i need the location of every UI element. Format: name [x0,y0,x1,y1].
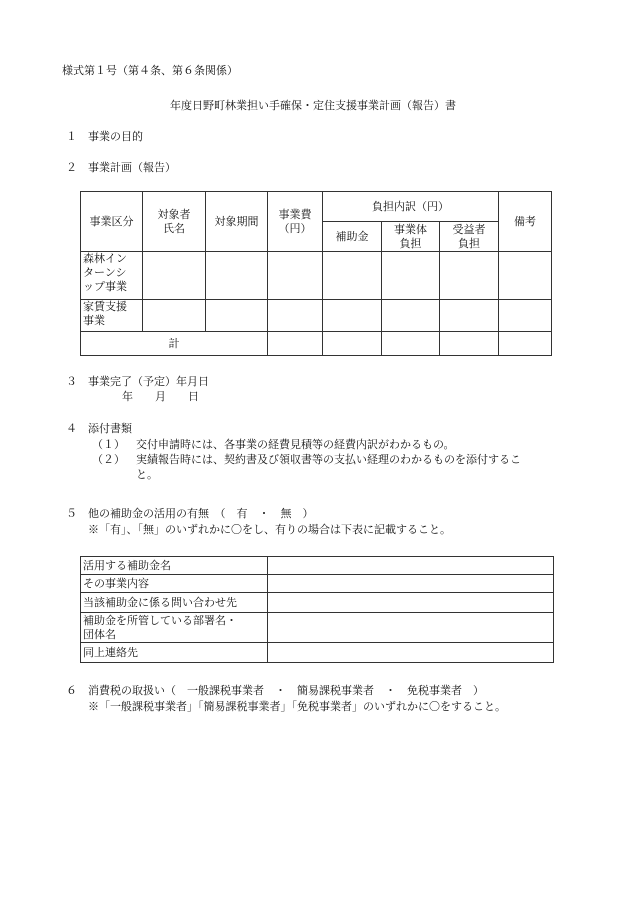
table-row [81,613,554,643]
header-business-burden-line2: 負担 [399,236,422,250]
section-5-number: ５ [66,507,77,520]
row-rent-support-line2: 事業 [83,314,105,327]
attachment-2-number: （２） [92,453,125,466]
row-forest-internship-line3: ップ事業 [83,280,127,293]
attachment-1-text: 交付申請時には、各事業の経費見積等の経費内訳がわかるもの。 [136,438,455,451]
header-target-period: 対象期間 [206,192,268,252]
table-cell [440,332,499,356]
table-cell [323,252,382,300]
table-cell [143,252,206,300]
table-row [81,300,552,332]
row-rent-support-label [81,300,143,332]
row-forest-internship-label [81,252,143,300]
header-project-cost-line2: （円） [278,221,312,235]
row-total-label: 計 [81,332,268,356]
section-3-heading: 事業完了（予定）年月日 [88,375,209,388]
header-target-person-line1: 対象者 [157,207,191,221]
section-5-note: ※「有」、「無」のいずれかに〇をし、有りの場合は下表に記載すること。 [88,523,451,536]
inquiry-contact-label: 当該補助金に係る問い合わせ先 [81,593,268,613]
table-cell [268,575,554,593]
header-burden-breakdown: 負担内訳（円） [323,192,499,222]
header-beneficiary-burden [440,222,499,252]
header-project-category: 事業区分 [81,192,143,252]
table-cell [323,332,382,356]
section-6-number: ６ [66,684,77,697]
table-cell [440,300,499,332]
table-cell [143,300,206,332]
table-cell [268,300,323,332]
department-label-line2: 団体名 [83,627,116,641]
table-cell [499,300,552,332]
table-cell [440,252,499,300]
section-2-heading: 事業計画（報告） [88,161,176,174]
section-5-heading: 他の補助金の活用の有無 （ 有 ・ 無 ） [88,507,314,520]
table-cell [499,332,552,356]
table-cell [268,643,554,663]
header-beneficiary-burden-line2: 負担 [458,236,480,250]
section-6-note: ※「一般課税事業者」「簡易課税事業者」「免税事業者」のいずれかに〇をすること。 [88,700,506,713]
project-plan-table [80,191,552,356]
header-remarks: 備考 [499,192,552,252]
subsidy-name-label: 活用する補助金名 [81,557,268,575]
table-cell [268,593,554,613]
table-cell [268,557,554,575]
completion-date: 年 月 日 [122,390,199,403]
table-row [81,643,554,663]
table-cell [382,332,440,356]
header-subsidy: 補助金 [323,222,382,252]
attachment-2-text-line1: 実績報告時には、契約書及び領収書等の支払い経理のわかるものを添付するこ [136,453,521,466]
section-4-number: ４ [66,422,77,435]
section-1-heading: 事業の目的 [88,130,143,143]
project-content-label: その事業内容 [81,575,268,593]
table-cell [206,252,268,300]
form-number: 様式第１号（第４条、第６条関係） [62,64,238,77]
department-label [81,613,268,643]
table-cell [268,332,323,356]
header-business-burden-line1: 事業体 [394,222,427,236]
table-row [81,575,554,593]
header-business-burden [382,222,440,252]
header-project-cost [268,192,323,252]
section-3-number: ３ [66,375,77,388]
table-cell [206,300,268,332]
row-forest-internship-line1: 森林イン [83,252,127,265]
table-cell [268,252,323,300]
table-row [81,557,554,575]
table-cell [499,252,552,300]
other-subsidy-table [80,556,554,663]
row-rent-support-line1: 家賃支援 [83,300,127,313]
department-label-line1: 補助金を所管している部署名・ [83,613,237,627]
table-cell [382,252,440,300]
table-cell [382,300,440,332]
contact-info-label: 同上連絡先 [81,643,268,663]
table-row [81,252,552,300]
table-row [81,593,554,613]
header-beneficiary-burden-line1: 受益者 [452,222,486,236]
table-row [81,332,552,356]
section-4-heading: 添付書類 [88,422,132,435]
document-title: 年度日野町林業担い手確保・定住支援事業計画（報告）書 [170,99,456,112]
header-target-person [143,192,206,252]
attachment-2-text-line2: と。 [136,468,158,481]
header-project-cost-line1: 事業費 [278,207,312,221]
section-2-number: ２ [66,161,77,174]
header-target-person-line2: 氏名 [163,221,185,235]
section-6-heading: 消費税の取扱い（ 一般課税事業者 ・ 簡易課税事業者 ・ 免税事業者 ） [88,684,484,697]
table-cell [268,613,554,643]
attachment-1-number: （１） [92,438,125,451]
section-1-number: １ [66,130,77,143]
table-cell [323,300,382,332]
row-forest-internship-line2: ターンシ [83,266,127,279]
